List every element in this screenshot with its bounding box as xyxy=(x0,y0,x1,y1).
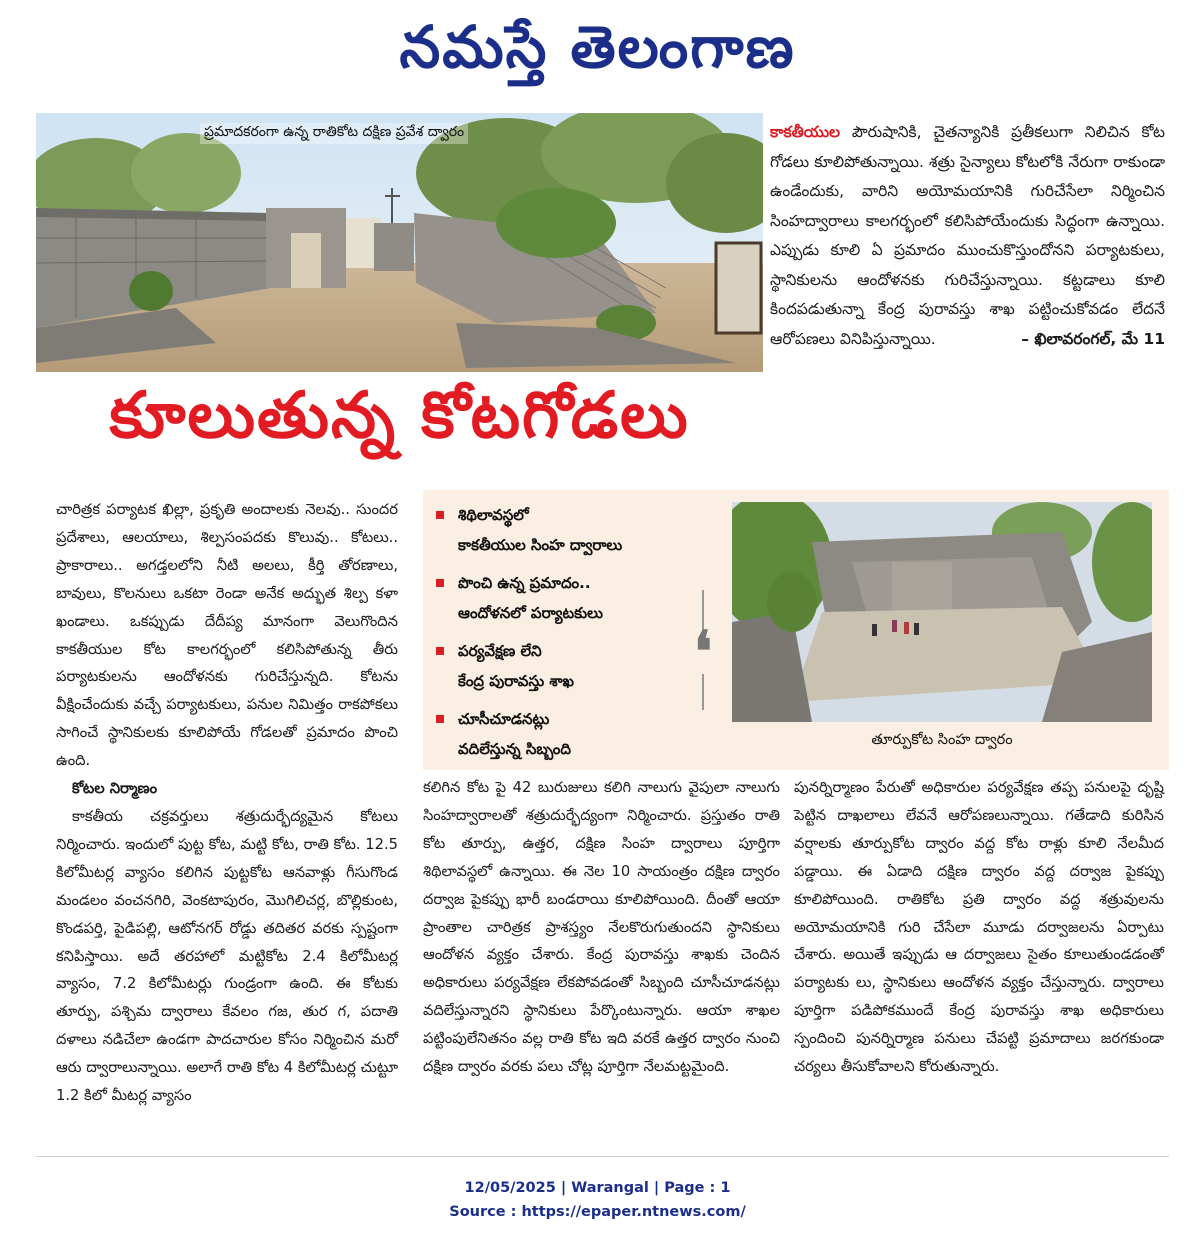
highlight-item: శిథిలావస్థలో కాకతీయుల సింహ ద్వారాలు xyxy=(432,500,702,560)
fort-ruins-image xyxy=(36,113,763,373)
article-column-2 xyxy=(423,774,780,1081)
headline-text: కూలుతున్న కోటగోడలు xyxy=(109,379,690,453)
section-subhead: కోటల నిర్మాణం xyxy=(72,780,158,798)
fort-south-gate-photo xyxy=(36,113,763,373)
col1-paragraph-1: చారిత్రక పర్యాటక ఖిల్లా, ప్రకృతి అందాలకు నెలవు.. సుందర ప్రదేశాలు, ఆలయాలు, శిల్పసంపదకు కొలువు.. కోటలు.. ప్రాకారాలు.. అగడ్తలలోని నీటి అలలు, కీర్తి తోరణాలు, బావులు, కొలనులు ఒకటా రెండా అనేక అద్భుత శిల్ప కళా ఖండాలు. ఒకప్పుడు దేదీప్య మానంగా వెలుగొందిన కాకతీయుల కోట కాలగర్భంలో కలిసిపోతున్న తీరు పర్యాటకులను ఆందోళనకు గురిచేస్తున్నది. కోటను వీక్షించేందుకు వచ్చే పర్యాటకులు, పనుల నిమిత్తం రాకపోకలు సాగించే స్థానికులకు కూలిపోయే గోడలతో ప్రమాదం పొంచి ఉంది. xyxy=(56,501,398,770)
highlight-item: పర్యవేక్షణ లేని కేంద్ర పురావస్తు శాఖ xyxy=(432,636,702,696)
highlight-item: పొంచి ఉన్న ప్రమాదం.. ఆందోళనలో పర్యాటకులు xyxy=(432,568,702,628)
lead-highlight: కాకతీయుల xyxy=(770,123,841,141)
east-gate-photo xyxy=(732,502,1152,722)
col3-paragraph: పునర్నిర్మాణం పేరుతో అధికారుల పర్యవేక్షణ తప్ప పనులపై దృష్టి పెట్టిన దాఖలాలు లేవనే ఆరోపణలున్నాయి. గతేడాది కురిసిన వర్షాలకు తూర్పుకోట ద్వారం వద్ద కోట రాళ్లు కూలి నేలమీద పడ్డాయి. ఈ ఏడాది దక్షిణ ద్వారం వద్ద దర్వాజ పైకప్పు కూలిపోయింది. రాతికోట ప్రతి ద్వారం వద్ద శత్రువులను అయోమయానికి గురి చేసేలా మూడు దర్వాజలను ఏర్పాటు చేశారు. అయితే ఇప్పుడు ఆ దర్వాజలు సైతం కూలుతుండడంతో పర్యాటకు లు, స్థానికులు ఆందోళన వ్యక్తం చేస్తున్నారు. ద్వారాలు పూర్తిగా పడిపోకముందే కేంద్ర పురావస్తు శాఖ అధికారులు స్పందించి పునర్నిర్మాణ పనులు చేపట్టి ప్రమాదాలు జరగకుండా చర్యలు తీసుకోవాలని కోరుతున్నారు. xyxy=(794,779,1164,1076)
article-column-3 xyxy=(794,774,1164,1081)
col2-paragraph: కలిగిన కోట పై 42 బురుజులు కలిగి నాలుగు వైపులా నాలుగు సింహద్వారాలతో శత్రుదుర్భేద్యంగా నిర్మించారు. ప్రస్తుతం రాతి కోట తూర్పు, ఉత్తర, దక్షిణ సింహ ద్వారాలు పూర్తిగా శిథిలావస్థలో ఉన్నాయి. ఈ నెల 10 సాయంత్రం దక్షిణ ద్వారం దర్వాజ పైకప్పు భారీ బండరాయి కూలిపోయింది. దీంతో ఆయా ప్రాంతాల చారిత్రక ప్రాశస్త్యం నేలకొరుగుతుందని స్థానికులు ఆందోళన వ్యక్తం చేశారు. కేంద్ర పురావస్తు శాఖకు చెందిన అధికారులు పర్యవేక్షణ లేకపోవడంతో సిబ్బంది చూసీచూడనట్లు వదిలేస్తున్నారని స్థానికులు పేర్కొంటున్నారు. ఆయా శాఖల పట్టింపులేనితనం వల్ల రాతి కోట ఇది వరకే ఉత్తర ద్వారం నుంచి దక్షిణ ద్వారం వరకు పలు చోట్ల పూర్తిగా నేలమట్టమైంది. xyxy=(423,779,780,1076)
article-column-1 xyxy=(56,496,398,1110)
highlight-item: చూసీచూడనట్లు వదిలేస్తున్న సిబ్బంది xyxy=(432,704,702,764)
footer-divider xyxy=(36,1156,1169,1157)
main-photo-caption: ప్రమాదకరంగా ఉన్న రాతికోట దక్షిణ ప్రవేశ ద్వారం xyxy=(200,123,468,144)
edition-info: 12/05/2025 | Warangal | Page : 1 xyxy=(464,1180,731,1196)
headline xyxy=(36,372,763,460)
col1-paragraph-2: కాకతీయ చక్రవర్తులు శత్రుదుర్భేద్యమైన కోటలు నిర్మించారు. ఇందులో పుట్ట కోట, మట్టి కోట, రాతి కోట. 12.5 కిలోమీటర్ల వ్యాసం కలిగిన పుట్టకోట ఆనవాళ్లు గీసుగొండ మండలం వంచనగిరి, వెంకటాపురం, మొగిలిచర్ల, బొల్లికుంట, కొండపర్తి, పైడిపల్లి, ఆటోనగర్ రోడ్డు తదితర వరకు స్పష్టంగా కనిపిస్తాయి. అదే తరహాలో మట్టికోట 2.4 కిలోమీటర్ల వ్యాసం, 7.2 కిలోమీటర్లు గుండ్రంగా ఉంది. ఈ కోటకు తూర్పు, పశ్చిమ ద్వారాలు కేవలం గజ, తుర గ, పదాతి దళాలు నడిచేలా ఉండగా పాదచారుల కోసం నిర్మించిన మరో ఆరు ద్వారాలున్నాయి. అలాగే రాతి కోట 4 కిలోమీటర్ల చుట్టూ 1.2 కిలో మీటర్ల వ్యాసం xyxy=(56,807,398,1105)
highlights-list xyxy=(432,500,702,764)
east-gate-caption: తూర్పుకోట సింహ ద్వారం xyxy=(871,732,1013,748)
masthead xyxy=(0,4,1195,90)
newspaper-logo: నమస్తే తెలంగాణ xyxy=(399,13,796,81)
dateline: – ఖిలావరంగల్, మే 11 xyxy=(1021,329,1165,348)
quote-icon: ❛ xyxy=(683,630,723,674)
lead-paragraph xyxy=(770,118,1165,354)
lead-text: పౌరుషానికి, చైతన్యానికి ప్రతీకలుగా నిలిచిన కోట గోడలు కూలిపోతున్నాయి. శత్రు సైన్యాలు కోటలోకి నేరుగా రాకుండా ఉండేందుకు, వారిని అయోమయానికి గురిచేసేలా నిర్మించిన సింహద్వారాలు కాలగర్భంలో కలిసిపోయేందుకు సిద్ధంగా ఉన్నాయి. ఎప్పుడు కూలి ఏ ప్రమాదం ముంచుకొస్తుందోనని పర్యాటకులు, స్థానికులను ఆందోళనకు గురిచేస్తున్నాయి. కట్టడాలు కూలి కిందపడుతున్నా కేంద్ర పురావస్తు శాఖ పట్టించుకోవడం లేదనే ఆరోపణలు వినిపిస్తున్నాయి. xyxy=(770,123,1165,348)
page-footer xyxy=(0,1176,1195,1224)
east-gate-image xyxy=(732,502,1152,722)
source-link[interactable]: Source : https://epaper.ntnews.com/ xyxy=(449,1204,746,1220)
